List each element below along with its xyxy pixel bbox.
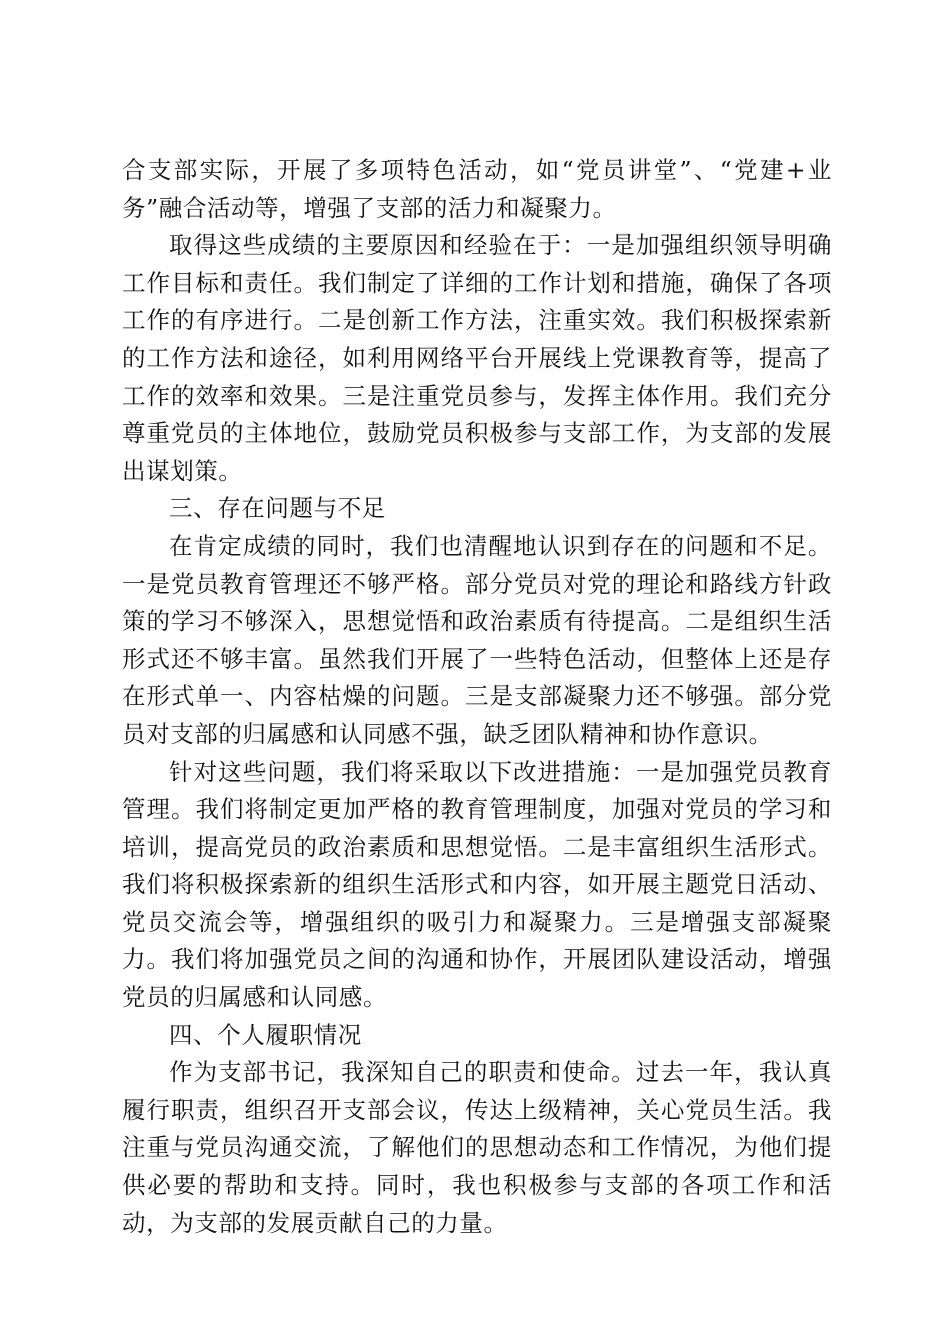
paragraph-personal-duty: 作为支部书记，我深知自己的职责和使命。过去一年，我认真履行职责，组织召开支部会议，传达上级精神，关心党员生活。我注重与党员沟通交流，了解他们的思想动态和工作情况，为他们提供必要的帮助和支持。同时，我也积极参与支部的各项工作和活动，为支部的发展贡献自己的力量。 [122, 1058, 832, 1237]
document-page [122, 152, 832, 1242]
paragraph-achievements-reasons: 取得这些成绩的主要原因和经验在于：一是加强组织领导明确工作目标和责任。我们制定了详细的工作计划和措施，确保了各项工作的有序进行。二是创新工作方法，注重实效。我们积极探索新的工作方法和途径，如利用网络平台开展线上党课教育等，提高了工作的效率和效果。三是注重党员参与，发挥主体作用。我们充分尊重党员的主体地位，鼓励党员积极参与支部工作，为支部的发展出谋划策。 [122, 231, 832, 485]
section-heading-personal-duty: 四、个人履职情况 [169, 1020, 362, 1049]
paragraph-problems: 在肯定成绩的同时，我们也清醒地认识到存在的问题和不足。一是党员教育管理还不够严格。部分党员对党的理论和路线方针政策的学习不够深入，思想觉悟和政治素质有待提高。二是组织生活形式还不够丰富。虽然我们开展了一些特色活动，但整体上还是存在形式单一、内容枯燥的问题。三是支部凝聚力还不够强。部分党员对支部的归属感和认同感不强，缺乏团队精神和协作意识。 [122, 531, 832, 748]
paragraph-improvements: 针对这些问题，我们将采取以下改进措施：一是加强党员教育管理。我们将制定更加严格的教育管理制度，加强对党员的学习和培训，提高党员的政治素质和思想觉悟。二是丰富组织生活形式。我们将积极探索新的组织生活形式和内容，如开展主题党日活动、党员交流会等，增强组织的吸引力和凝聚力。三是增强支部凝聚力。我们将加强党员之间的沟通和协作，开展团队建设活动，增强党员的归属感和认同感。 [122, 757, 832, 1012]
section-heading-problems: 三、存在问题与不足 [169, 494, 386, 523]
paragraph-continuation: 合支部实际，开展了多项特色活动，如“党员讲堂”、“党建+业务”融合活动等，增强了支部的活力和凝聚力。 [122, 156, 832, 222]
